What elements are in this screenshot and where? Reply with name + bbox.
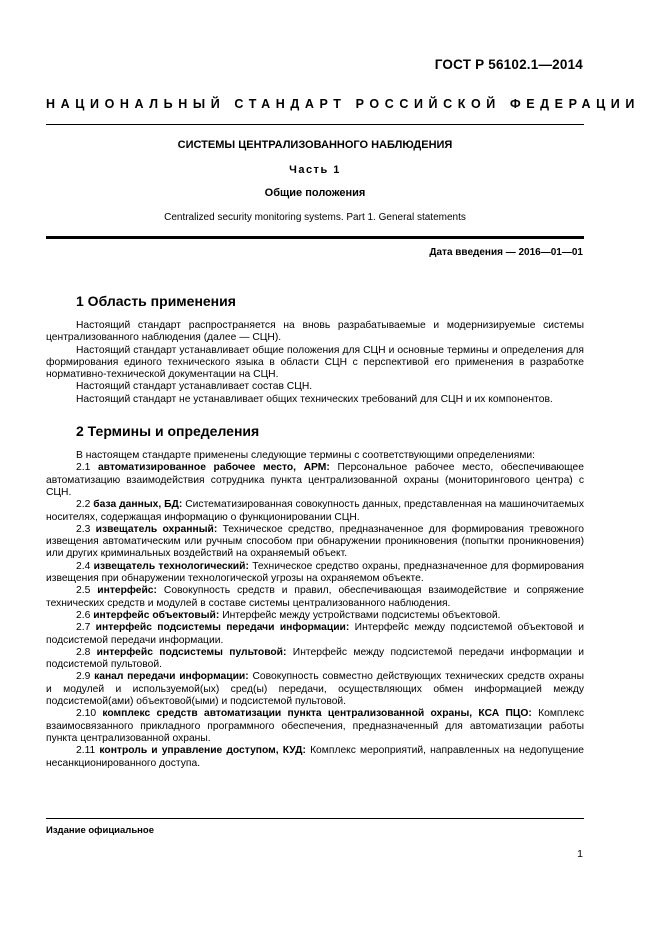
term-number: 2.8: [76, 646, 91, 658]
term-text: Техническое средство, предназначенное для формирования тревожного извещения автоматическим или ручным способом при обнаружении проникновения (попытки проникновения) или других криминальных воздействий на охраняемый объект.: [46, 523, 584, 560]
term-number: 2.10: [76, 708, 97, 720]
document-part: Часть 1: [289, 164, 341, 176]
term-definition: [46, 561, 584, 586]
term-number: 2.2: [76, 499, 91, 511]
section-heading-scope: 1 Область применения: [76, 293, 236, 309]
term-text: Интерфейс между подсистемой объектовой и подсистемой передачи информации.: [46, 622, 584, 646]
term-definition: [46, 462, 584, 499]
scope-paragraph: Настоящий стандарт устанавливает состав СЦН.: [76, 381, 313, 393]
header-divider: [46, 124, 584, 125]
term-name: автоматизированное рабочее место, АРМ:: [97, 462, 330, 474]
term-number: 2.5: [76, 585, 91, 597]
term-number: 2.3: [76, 523, 91, 535]
term-definition: [46, 671, 584, 708]
english-title: Centralized security monitoring systems. Part 1. General statements: [164, 212, 466, 223]
term-text: Комплекс взаимосвязанного прикладного программного обеспечения, предназначенный для автоматизации работы пункта централизованной охраны.: [46, 708, 584, 744]
term-definition: [46, 610, 584, 622]
term-text: Комплекс мероприятий, направленных на недопущение несанкционированного доступа.: [46, 745, 584, 769]
terms-intro: В настоящем стандарте применены следующие термины с соответствующими определениями:: [76, 450, 536, 462]
term-text: Совокупность средств и правил, обеспечивающая взаимодействие и сопряжение технических средств и модулей в составе системы централизованного наблюдения.: [46, 585, 584, 609]
term-name: контроль и управление доступом, КУД:: [99, 745, 306, 757]
term-definition: [46, 524, 584, 561]
document-subtitle: Общие положения: [264, 187, 366, 199]
term-name: база данных, БД:: [93, 499, 183, 511]
term-number: 2.9: [76, 671, 91, 683]
page-number: 1: [577, 848, 583, 860]
footer-divider: [46, 818, 584, 819]
term-name: интерфейс:: [97, 585, 157, 597]
term-text: Совокупность совместно действующих технических средств охраны и модулей и используемой(ых) сред(ы) передачи, осуществляющих обмен информацией между подсистемой(ами) объектовой(ыми) и подсистемой пультовой.: [46, 671, 584, 708]
title-divider: [46, 236, 584, 239]
term-name: интерфейс подсистемы пультовой:: [96, 646, 287, 658]
document-title: СИСТЕМЫ ЦЕНТРАЛИЗОВАННОГО НАБЛЮДЕНИЯ: [177, 139, 453, 151]
term-name: интерфейс объектовый:: [93, 609, 220, 621]
term-text: Интерфейс между подсистемой передачи информации и подсистемой пультовой.: [46, 646, 584, 671]
term-definition: [46, 585, 584, 610]
scope-paragraph: Настоящий стандарт распространяется на вновь разрабатываемые и модернизируемые системы централизованного наблюдения (далее — СЦН).: [46, 320, 584, 344]
official-edition-label: Издание официальное: [46, 825, 154, 836]
term-number: 2.6: [76, 609, 91, 621]
term-definition: [46, 647, 584, 672]
gost-identifier: ГОСТ Р 56102.1—2014: [434, 57, 583, 72]
term-number: 2.4: [76, 560, 91, 572]
term-definition: [46, 622, 584, 647]
term-name: извещатель технологический:: [93, 560, 249, 572]
term-definition: [46, 745, 584, 770]
term-text: Интерфейс между устройствами подсистемы объектовой.: [222, 609, 501, 621]
term-name: комплекс средств автоматизации пункта централизованной охраны, КСА ПЦО:: [102, 708, 532, 720]
document-body: [46, 293, 584, 770]
term-name: извещатель охранный:: [95, 523, 218, 535]
term-name: канал передачи информации:: [94, 671, 249, 683]
term-text: Систематизированная совокупность данных, представленная на машиночитаемых носителях, содержащая информацию о функционировании СЦН.: [46, 499, 584, 523]
term-number: 2.11: [76, 745, 96, 757]
term-definition: [46, 708, 584, 745]
term-text: Техническое средство охраны, предназначенное для формирования извещения при обнаружении технологической угрозы на охраняемом объекте.: [46, 560, 584, 585]
introduction-date: Дата введения — 2016—01—01: [429, 247, 583, 258]
term-number: 2.1: [76, 462, 91, 474]
term-name: интерфейс подсистемы передачи информации:: [95, 622, 350, 634]
term-definition: [46, 499, 584, 524]
scope-paragraph: Настоящий стандарт не устанавливает общих технических требований для СЦН и их компонентов.: [76, 393, 553, 405]
national-standard-banner: НАЦИОНАЛЬНЫЙ СТАНДАРТ РОССИЙСКОЙ ФЕДЕРАЦИИ: [46, 97, 640, 111]
scope-paragraph: Настоящий стандарт устанавливает общие положения для СЦН и основные термины и определения для формирования единого технического языка в области СЦН с перспективой его применения в разработке нормативно-технической документации на СЦН.: [46, 344, 584, 381]
term-number: 2.7: [76, 622, 91, 634]
section-heading-terms: 2 Термины и определения: [76, 423, 260, 440]
term-text: Персональное рабочее место, обеспечивающее автоматизацию взаимодействия сотрудника пункта централизованной охраны (мониторингового центра) с СЦН.: [46, 462, 584, 498]
